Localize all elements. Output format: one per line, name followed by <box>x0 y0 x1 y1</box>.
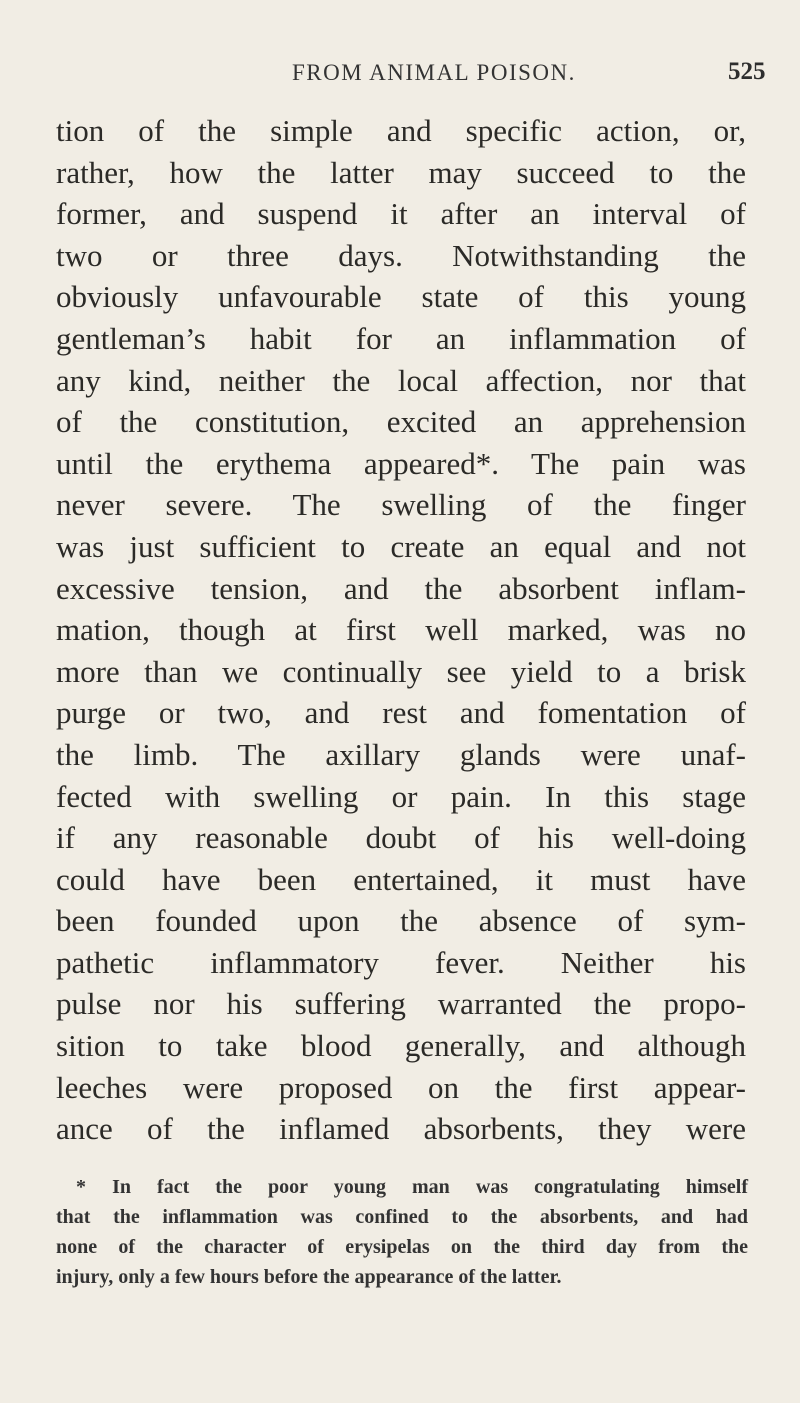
text-line: if any reasonable doubt of his well-doing <box>56 820 746 856</box>
page-number: 525 <box>728 58 766 85</box>
text-line: of the constitution, excited an apprehension <box>56 404 746 440</box>
text-line: could have been entertained, it must have <box>56 861 746 897</box>
text-line: former, and suspend it after an interval of <box>56 196 746 232</box>
text-line: mation, though at first well marked, was no <box>56 612 746 648</box>
text-line: ance of the inflamed absorbents, they were <box>56 1111 746 1147</box>
body-text <box>56 110 746 1150</box>
text-line: tion of the simple and specific action, or, <box>56 113 746 148</box>
footnote-line: that the inflammation was confined to the absorbents, and had <box>56 1206 748 1228</box>
text-line: more than we continually see yield to a brisk <box>56 653 746 689</box>
text-line: pathetic inflammatory fever. Neither his <box>56 944 746 980</box>
text-line: sition to take blood generally, and although <box>56 1028 746 1064</box>
text-line: gentleman’s habit for an inflammation of <box>56 320 746 356</box>
footnote-line: injury, only a few hours before the appearance of the latter. <box>56 1266 562 1288</box>
text-line: obviously unfavourable state of this young <box>56 279 746 315</box>
text-line: rather, how the latter may succeed to the <box>56 154 746 190</box>
text-line: fected with swelling or pain. In this stage <box>56 778 746 814</box>
running-title: FROM ANIMAL POISON. <box>292 60 576 85</box>
text-line: never severe. The swelling of the finger <box>56 487 746 523</box>
text-line: the limb. The axillary glands were unaf- <box>56 736 746 772</box>
text-line: been founded upon the absence of sym- <box>56 903 746 939</box>
footnote-line: none of the character of erysipelas on the third day from the <box>56 1236 748 1258</box>
text-line: purge or two, and rest and fomentation of <box>56 695 746 731</box>
text-line: until the erythema appeared*. The pain was <box>56 445 746 481</box>
footnote-line: * In fact the poor young man was congratulating himself <box>76 1176 748 1198</box>
text-line: excessive tension, and the absorbent inflam- <box>56 570 746 606</box>
footnote <box>56 1172 748 1292</box>
text-line: pulse nor his suffering warranted the propo- <box>56 986 746 1022</box>
text-line: any kind, neither the local affection, nor that <box>56 362 746 398</box>
text-line: was just sufficient to create an equal and not <box>56 528 746 564</box>
text-line: leeches were proposed on the first appear- <box>56 1069 746 1105</box>
text-line: two or three days. Notwithstanding the <box>56 237 746 273</box>
